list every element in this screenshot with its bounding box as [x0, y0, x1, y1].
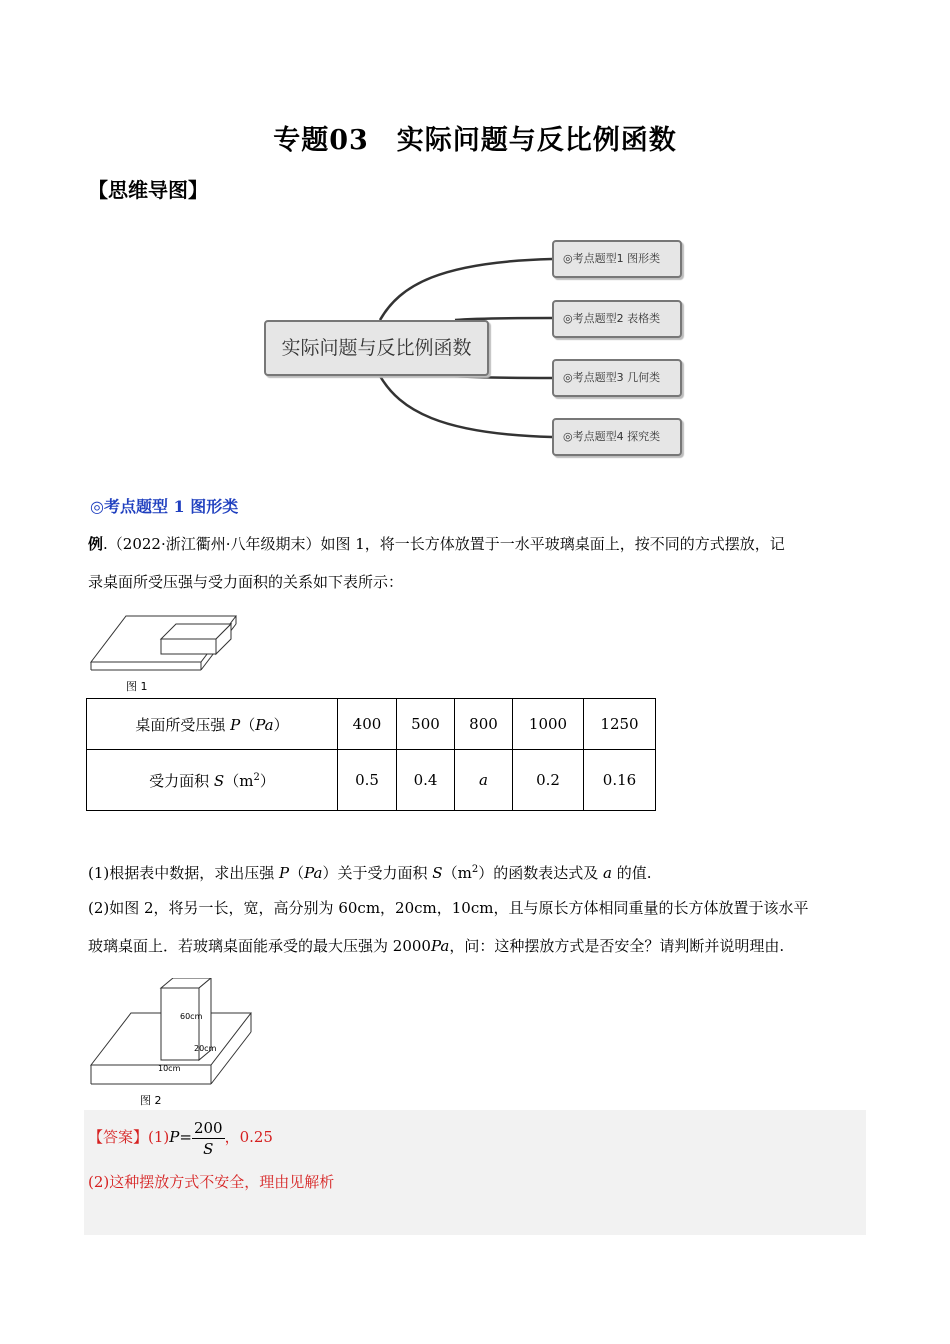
- table-cell: 0.2: [513, 750, 584, 811]
- answer-fraction: $\frac{200}{S}$: [193, 1118, 223, 1158]
- pressure-area-table: [86, 698, 656, 811]
- table-cell: 800: [455, 699, 513, 750]
- question-2-line-2: 玻璃桌面上．若玻璃桌面能承受的最大压强为 2000Pa，问：这种摆放方式是否安全？请判断并说明理由.: [88, 937, 785, 955]
- table-cell: 1250: [584, 699, 656, 750]
- table-cell: 0.5: [338, 750, 397, 811]
- table-row-area: [87, 750, 656, 811]
- example-prefix: 例: [88, 535, 104, 553]
- mindmap-central-node: 实际问题与反比例函数: [264, 320, 489, 376]
- question-1: (1)根据表中数据，求出压强 P（Pa）关于受力面积 $S(m^2)$的函数表达式及 a 的值.: [88, 864, 652, 882]
- mindmap-connectors: [0, 0, 950, 480]
- figure-1-drawing: [86, 612, 246, 678]
- figure-2-drawing: [86, 978, 256, 1090]
- table-label-pressure: 桌面所受压强 P（Pa）: [87, 699, 338, 750]
- example-line-1: 例.（2022·浙江衢州·八年级期末）如图 1，将一长方体放置于一水平玻璃桌面上，按不同的方式摆放，记: [88, 535, 785, 553]
- answer-line-1: 【答案】(1)P= $\frac{200}{S}$ ，0.25: [88, 1118, 273, 1158]
- mindmap-node-type2: ◎考点题型2 表格类: [552, 300, 682, 338]
- page-title: 专题03 实际问题与反比例函数: [273, 125, 677, 156]
- connector-3: [455, 376, 552, 378]
- mindmap-node-type4: ◎考点题型4 探究类: [552, 418, 682, 456]
- figure-1-caption: 图 1: [126, 680, 148, 693]
- figure-2-caption: 图 2: [140, 1094, 162, 1107]
- mindmap-heading: 【思维导图】: [88, 178, 208, 202]
- label-20cm: 20cm: [194, 1044, 217, 1053]
- connector-4: [380, 376, 552, 437]
- label-10cm: 10cm: [158, 1064, 181, 1073]
- question-2-line-1: (2)如图 2，将另一长，宽，高分别为 60cm，20cm，10cm，且与原长方体相同重量的长方体放置于该水平: [88, 899, 809, 917]
- answer-line-2: (2)这种摆放方式不安全，理由见解析: [88, 1173, 335, 1191]
- answer-label: 【答案】: [88, 1128, 149, 1146]
- label-60cm: 60cm: [180, 1012, 203, 1021]
- table-cell: 0.4: [397, 750, 455, 811]
- mindmap-node-type3: ◎考点题型3 几何类: [552, 359, 682, 397]
- table-cell: 500: [397, 699, 455, 750]
- table-row-pressure: [87, 699, 656, 750]
- table-cell: 400: [338, 699, 397, 750]
- mindmap-node-type1: ◎考点题型1 图形类: [552, 240, 682, 278]
- connector-1: [380, 259, 552, 320]
- table-cell: 1000: [513, 699, 584, 750]
- table-cell: 0.16: [584, 750, 656, 811]
- example-line-2: 录桌面所受压强与受力面积的关系如下表所示：: [88, 573, 404, 591]
- table-cell: a: [455, 750, 513, 811]
- section-title-type1: ◎考点题型 1 图形类: [90, 497, 239, 516]
- table-label-area: 受力面积 $S(m^2)$: [87, 750, 338, 811]
